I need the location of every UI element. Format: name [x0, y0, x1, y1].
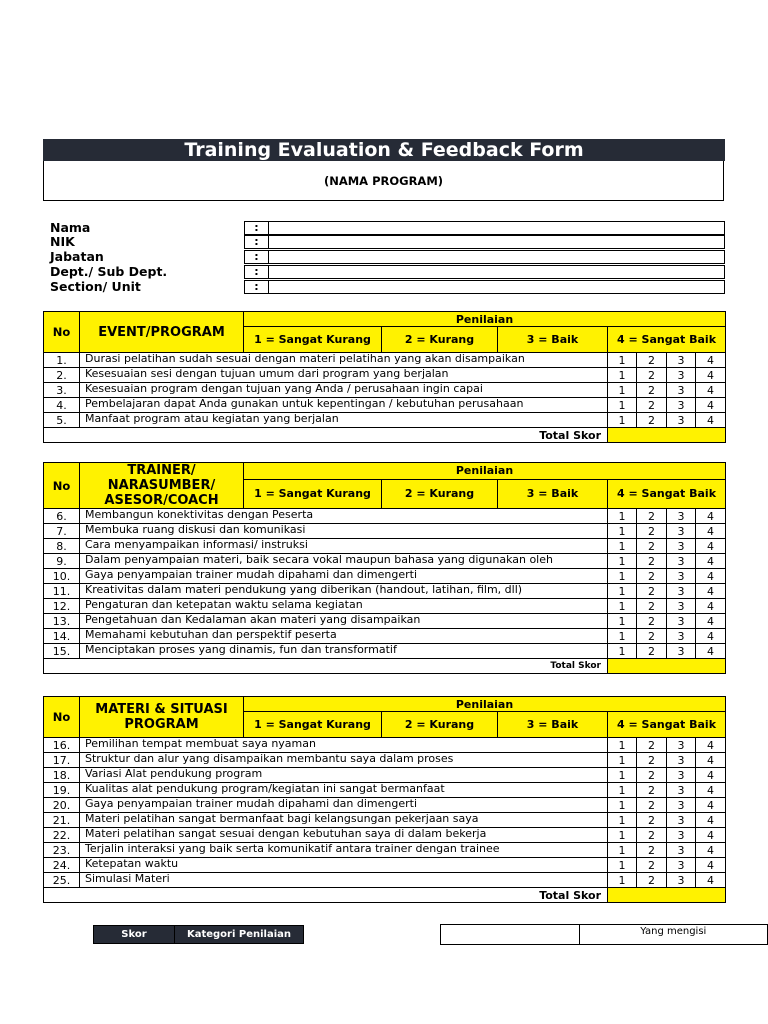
table-row — [44, 738, 726, 753]
item-number: 7. — [44, 524, 80, 539]
field-jabatan[interactable] — [244, 250, 725, 264]
total-skor-label: Total Skor — [44, 428, 608, 443]
form-title: Training Evaluation & Feedback Form — [43, 139, 725, 161]
rating-option-3[interactable]: 3 — [667, 368, 696, 383]
rating-option-4[interactable]: 4 — [696, 843, 726, 858]
scale-4-header: 4 = Sangat Baik — [608, 712, 726, 738]
rating-option-1[interactable]: 1 — [608, 629, 637, 644]
scale-3-header: 3 = Baik — [498, 327, 608, 353]
rating-option-3[interactable]: 3 — [667, 539, 696, 554]
item-number: 8. — [44, 539, 80, 554]
scale-1-header: 1 = Sangat Kurang — [244, 712, 382, 738]
rating-option-1[interactable]: 1 — [608, 873, 637, 888]
rating-option-4[interactable]: 4 — [696, 873, 726, 888]
rating-option-4[interactable]: 4 — [696, 539, 726, 554]
table-row — [44, 768, 726, 783]
item-number: 24. — [44, 858, 80, 873]
score-legend — [93, 925, 304, 944]
item-number: 4. — [44, 398, 80, 413]
item-number: 16. — [44, 738, 80, 753]
item-number: 2. — [44, 368, 80, 383]
item-number: 14. — [44, 629, 80, 644]
rating-option-4[interactable]: 4 — [696, 524, 726, 539]
table-row — [44, 614, 726, 629]
item-statement: Materi pelatihan sangat sesuai dengan kebutuhan saya di dalam bekerja — [80, 828, 608, 843]
rating-option-3[interactable]: 3 — [667, 353, 696, 368]
item-statement: Kesesuaian sesi dengan tujuan umum dari program yang berjalan — [80, 368, 608, 383]
rating-option-2[interactable]: 2 — [637, 813, 667, 828]
rating-option-2[interactable]: 2 — [637, 509, 667, 524]
rating-option-2[interactable]: 2 — [637, 768, 667, 783]
field-section[interactable] — [244, 280, 725, 294]
rating-option-4[interactable]: 4 — [696, 554, 726, 569]
table-row — [44, 368, 726, 383]
rating-option-3[interactable]: 3 — [667, 509, 696, 524]
item-number: 25. — [44, 873, 80, 888]
rating-option-3[interactable]: 3 — [667, 599, 696, 614]
item-number: 13. — [44, 614, 80, 629]
scale-2-header: 2 = Kurang — [382, 327, 498, 353]
col-no-header: No — [44, 312, 80, 353]
rating-option-2[interactable]: 2 — [637, 738, 667, 753]
rating-option-4[interactable]: 4 — [696, 383, 726, 398]
table-row — [44, 509, 726, 524]
rating-option-4[interactable]: 4 — [696, 398, 726, 413]
rating-option-1[interactable]: 1 — [608, 539, 637, 554]
item-number: 12. — [44, 599, 80, 614]
rating-option-3[interactable]: 3 — [667, 873, 696, 888]
label-nama: Nama — [50, 220, 91, 235]
rating-option-2[interactable]: 2 — [637, 569, 667, 584]
rating-option-1[interactable]: 1 — [608, 554, 637, 569]
rating-option-2[interactable]: 2 — [637, 858, 667, 873]
table-row — [44, 524, 726, 539]
rating-option-1[interactable]: 1 — [608, 783, 637, 798]
item-number: 15. — [44, 644, 80, 659]
item-number: 20. — [44, 798, 80, 813]
rating-option-2[interactable]: 2 — [637, 798, 667, 813]
table-row — [44, 783, 726, 798]
item-number: 17. — [44, 753, 80, 768]
item-statement: Durasi pelatihan sudah sesuai dengan materi pelatihan yang akan disampaikan — [80, 353, 608, 368]
rating-option-4[interactable]: 4 — [696, 828, 726, 843]
rating-option-1[interactable]: 1 — [608, 524, 637, 539]
legend-skor-header: Skor — [94, 926, 175, 944]
item-statement: Pemilihan tempat membuat saya nyaman — [80, 738, 608, 753]
table-row — [44, 413, 726, 428]
rating-option-3[interactable]: 3 — [667, 554, 696, 569]
item-statement: Dalam penyampaian materi, baik secara vokal maupun bahasa yang digunakan oleh — [80, 554, 608, 569]
item-number: 11. — [44, 584, 80, 599]
field-separator: : — [245, 222, 269, 234]
rating-option-1[interactable]: 1 — [608, 413, 637, 428]
table-row — [44, 813, 726, 828]
rating-option-3[interactable]: 3 — [667, 629, 696, 644]
item-statement: Kualitas alat pendukung program/kegiatan ini sangat bermanfaat — [80, 783, 608, 798]
rating-option-3[interactable]: 3 — [667, 753, 696, 768]
label-dept: Dept./ Sub Dept. — [50, 264, 168, 279]
rating-option-3[interactable]: 3 — [667, 584, 696, 599]
penilaian-header: Penilaian — [244, 697, 726, 712]
rating-option-4[interactable]: 4 — [696, 629, 726, 644]
rating-option-4[interactable]: 4 — [696, 644, 726, 659]
rating-option-2[interactable]: 2 — [637, 524, 667, 539]
table-row — [44, 858, 726, 873]
rating-option-2[interactable]: 2 — [637, 584, 667, 599]
field-nama[interactable] — [244, 221, 725, 235]
table-row — [44, 843, 726, 858]
table-row — [44, 828, 726, 843]
rating-option-3[interactable]: 3 — [667, 783, 696, 798]
rating-option-2[interactable]: 2 — [637, 539, 667, 554]
table-row — [44, 644, 726, 659]
rating-option-2[interactable]: 2 — [637, 383, 667, 398]
scale-3-header: 3 = Baik — [498, 712, 608, 738]
rating-option-4[interactable]: 4 — [696, 798, 726, 813]
rating-option-2[interactable]: 2 — [637, 629, 667, 644]
legend-kategori-header: Kategori Penilaian — [175, 926, 304, 944]
rating-option-1[interactable]: 1 — [608, 584, 637, 599]
rating-option-1[interactable]: 1 — [608, 753, 637, 768]
total-skor-value[interactable] — [608, 428, 726, 443]
total-row — [44, 428, 726, 443]
rating-option-4[interactable]: 4 — [696, 768, 726, 783]
item-statement: Variasi Alat pendukung program — [80, 768, 608, 783]
scale-2-header: 2 = Kurang — [382, 712, 498, 738]
item-number: 1. — [44, 353, 80, 368]
col-no-header: No — [44, 463, 80, 509]
rating-option-4[interactable]: 4 — [696, 584, 726, 599]
rating-option-2[interactable]: 2 — [637, 368, 667, 383]
item-statement: Pengaturan dan ketepatan waktu selama kegiatan — [80, 599, 608, 614]
item-statement: Cara menyampaikan informasi/ instruksi — [80, 539, 608, 554]
rating-option-3[interactable]: 3 — [667, 738, 696, 753]
scale-1-header: 1 = Sangat Kurang — [244, 479, 382, 508]
total-skor-label: Total Skor — [44, 659, 608, 674]
table-row — [44, 554, 726, 569]
label-section: Section/ Unit — [50, 279, 141, 294]
field-separator: : — [245, 266, 269, 278]
category-header: MATERI & SITUASI PROGRAM — [80, 697, 244, 738]
rating-option-4[interactable]: 4 — [696, 599, 726, 614]
rating-option-4[interactable]: 4 — [696, 753, 726, 768]
penilaian-header: Penilaian — [244, 463, 726, 480]
rating-option-3[interactable]: 3 — [667, 644, 696, 659]
rating-option-1[interactable]: 1 — [608, 843, 637, 858]
field-separator: : — [245, 251, 269, 263]
table-row — [44, 569, 726, 584]
item-number: 5. — [44, 413, 80, 428]
item-statement: Materi pelatihan sangat bermanfaat bagi kelangsungan pekerjaan saya — [80, 813, 608, 828]
item-number: 10. — [44, 569, 80, 584]
rating-option-3[interactable]: 3 — [667, 813, 696, 828]
section-materi — [43, 696, 726, 903]
table-row — [44, 398, 726, 413]
table-row — [44, 629, 726, 644]
total-row — [44, 888, 726, 903]
rating-option-1[interactable]: 1 — [608, 398, 637, 413]
item-number: 21. — [44, 813, 80, 828]
table-row — [44, 383, 726, 398]
rating-option-1[interactable]: 1 — [608, 383, 637, 398]
scale-4-header: 4 = Sangat Baik — [608, 479, 726, 508]
table-row — [44, 873, 726, 888]
field-separator: : — [245, 236, 269, 248]
rating-option-2[interactable]: 2 — [637, 413, 667, 428]
rating-option-4[interactable]: 4 — [696, 569, 726, 584]
rating-option-2[interactable]: 2 — [637, 843, 667, 858]
rating-option-3[interactable]: 3 — [667, 828, 696, 843]
rating-option-3[interactable]: 3 — [667, 398, 696, 413]
table-row — [44, 539, 726, 554]
rating-option-2[interactable]: 2 — [637, 398, 667, 413]
table-row — [44, 798, 726, 813]
rating-option-2[interactable]: 2 — [637, 783, 667, 798]
item-statement: Membangun konektivitas dengan Peserta — [80, 509, 608, 524]
item-statement: Struktur dan alur yang disampaikan membantu saya dalam proses — [80, 753, 608, 768]
rating-option-4[interactable]: 4 — [696, 858, 726, 873]
rating-option-1[interactable]: 1 — [608, 768, 637, 783]
item-statement: Manfaat program atau kegiatan yang berjalan — [80, 413, 608, 428]
item-statement: Kreativitas dalam materi pendukung yang diberikan (handout, latihan, film, dll) — [80, 584, 608, 599]
rating-option-2[interactable]: 2 — [637, 353, 667, 368]
item-number: 3. — [44, 383, 80, 398]
item-number: 18. — [44, 768, 80, 783]
rating-option-3[interactable]: 3 — [667, 798, 696, 813]
rating-option-1[interactable]: 1 — [608, 569, 637, 584]
rating-option-2[interactable]: 2 — [637, 554, 667, 569]
rating-option-4[interactable]: 4 — [696, 368, 726, 383]
rating-option-1[interactable]: 1 — [608, 614, 637, 629]
total-row — [44, 659, 726, 674]
rating-option-3[interactable]: 3 — [667, 858, 696, 873]
rating-option-3[interactable]: 3 — [667, 614, 696, 629]
table-row — [44, 753, 726, 768]
item-statement: Gaya penyampaian trainer mudah dipahami dan dimengerti — [80, 798, 608, 813]
rating-option-4[interactable]: 4 — [696, 614, 726, 629]
scale-3-header: 3 = Baik — [498, 479, 608, 508]
rating-option-2[interactable]: 2 — [637, 599, 667, 614]
item-statement: Pengetahuan dan Kedalaman akan materi yang disampaikan — [80, 614, 608, 629]
item-statement: Memahami kebutuhan dan perspektif peserta — [80, 629, 608, 644]
rating-option-2[interactable]: 2 — [637, 828, 667, 843]
item-number: 9. — [44, 554, 80, 569]
signature-blank[interactable] — [441, 925, 580, 945]
rating-option-1[interactable]: 1 — [608, 368, 637, 383]
rating-option-1[interactable]: 1 — [608, 798, 637, 813]
table-row — [44, 599, 726, 614]
rating-option-4[interactable]: 4 — [696, 783, 726, 798]
rating-option-3[interactable]: 3 — [667, 413, 696, 428]
table-row — [44, 353, 726, 368]
item-statement: Kesesuaian program dengan tujuan yang Anda / perusahaan ingin capai — [80, 383, 608, 398]
rating-option-1[interactable]: 1 — [608, 813, 637, 828]
section-event-program — [43, 311, 726, 443]
item-statement: Membuka ruang diskusi dan komunikasi — [80, 524, 608, 539]
section-trainer — [43, 462, 726, 674]
rating-option-1[interactable]: 1 — [608, 828, 637, 843]
item-number: 19. — [44, 783, 80, 798]
item-number: 23. — [44, 843, 80, 858]
rating-option-1[interactable]: 1 — [608, 644, 637, 659]
col-no-header: No — [44, 697, 80, 738]
label-jabatan: Jabatan — [50, 249, 104, 264]
scale-2-header: 2 = Kurang — [382, 479, 498, 508]
signature-label: Yang mengisi — [579, 925, 767, 945]
total-skor-value[interactable] — [608, 888, 726, 903]
rating-option-2[interactable]: 2 — [637, 873, 667, 888]
category-header: TRAINER/ NARASUMBER/ ASESOR/COACH — [80, 463, 244, 509]
item-statement: Ketepatan waktu — [80, 858, 608, 873]
item-number: 22. — [44, 828, 80, 843]
item-statement: Terjalin interaksi yang baik serta komunikatif antara trainer dengan trainee — [80, 843, 608, 858]
rating-option-1[interactable]: 1 — [608, 738, 637, 753]
field-separator: : — [245, 281, 269, 293]
item-statement: Pembelajaran dapat Anda gunakan untuk kepentingan / kebutuhan perusahaan — [80, 398, 608, 413]
item-number: 6. — [44, 509, 80, 524]
total-skor-value[interactable] — [608, 659, 726, 674]
rating-option-4[interactable]: 4 — [696, 413, 726, 428]
rating-option-3[interactable]: 3 — [667, 383, 696, 398]
rating-option-3[interactable]: 3 — [667, 768, 696, 783]
item-statement: Menciptakan proses yang dinamis, fun dan transformatif — [80, 644, 608, 659]
rating-option-2[interactable]: 2 — [637, 753, 667, 768]
scale-1-header: 1 = Sangat Kurang — [244, 327, 382, 353]
rating-option-2[interactable]: 2 — [637, 614, 667, 629]
rating-option-3[interactable]: 3 — [667, 843, 696, 858]
rating-option-3[interactable]: 3 — [667, 524, 696, 539]
scale-4-header: 4 = Sangat Baik — [608, 327, 726, 353]
rating-option-1[interactable]: 1 — [608, 353, 637, 368]
rating-option-4[interactable]: 4 — [696, 509, 726, 524]
field-nik[interactable] — [244, 235, 725, 249]
item-statement: Simulasi Materi — [80, 873, 608, 888]
rating-option-1[interactable]: 1 — [608, 599, 637, 614]
rating-option-4[interactable]: 4 — [696, 813, 726, 828]
field-dept[interactable] — [244, 265, 725, 279]
rating-option-4[interactable]: 4 — [696, 738, 726, 753]
rating-option-1[interactable]: 1 — [608, 509, 637, 524]
rating-option-2[interactable]: 2 — [637, 644, 667, 659]
category-header: EVENT/PROGRAM — [80, 312, 244, 353]
rating-option-3[interactable]: 3 — [667, 569, 696, 584]
rating-option-4[interactable]: 4 — [696, 353, 726, 368]
penilaian-header: Penilaian — [244, 312, 726, 327]
signature-box — [440, 924, 768, 945]
rating-option-1[interactable]: 1 — [608, 858, 637, 873]
total-skor-label: Total Skor — [44, 888, 608, 903]
label-nik: NIK — [50, 234, 75, 249]
program-name: (NAMA PROGRAM) — [43, 161, 724, 201]
item-statement: Gaya penyampaian trainer mudah dipahami dan dimengerti — [80, 569, 608, 584]
table-row — [44, 584, 726, 599]
